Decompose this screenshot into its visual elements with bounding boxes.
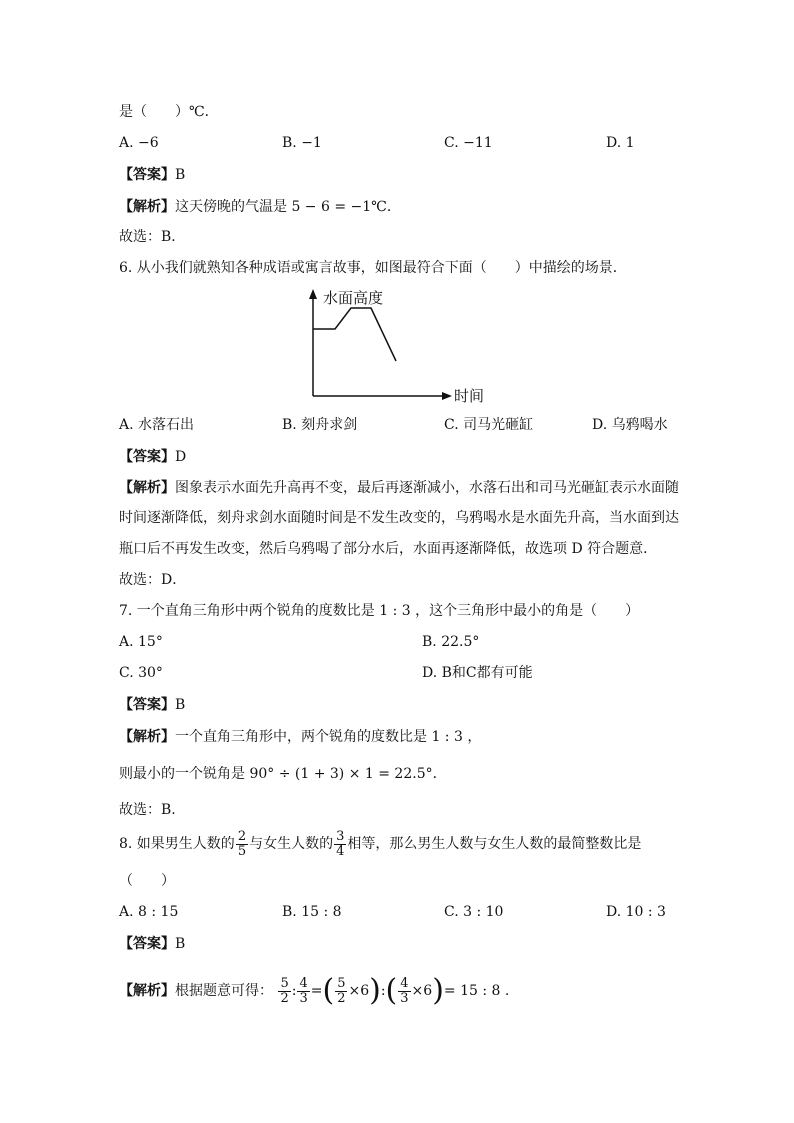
analysis-label: 【解析】 [119, 728, 175, 744]
q6-water-level-graph [295, 284, 495, 408]
y-axis-label: 水面高度 [323, 289, 384, 307]
q7-stem: 7. 一个直角三角形中两个锐角的度数比是 1 : 3 ，这个三角形中最小的角是（ ） [119, 603, 640, 619]
q6-option-c: C. 司马光砸缸 [444, 417, 534, 433]
q7-option-d: D. B和C都有可能 [422, 665, 533, 681]
q5-option-d: D. 1 [606, 135, 635, 151]
q8-analysis-line: 【解析】根据题意可得： $\frac{5}{2}$ : $\frac{4}{3}$ =( $\frac{5}{2}$ ×6):( $\frac{4}{3}$ ×6)= 15 : 8 . [119, 973, 510, 1008]
q5-option-a: A. −6 [119, 135, 159, 151]
q6-analysis-line-1 [119, 477, 679, 498]
q6-analysis-line-3: 瓶口后不再发生改变，然后乌鸦喝了部分水后，水面再逐渐降低，故选项 D 符合题意． [119, 541, 658, 557]
q8-answer: B [175, 936, 186, 952]
q6-answer-line [119, 446, 186, 467]
q6-option-d: D. 乌鸦喝水 [592, 417, 668, 433]
q6-answer: D [175, 449, 187, 465]
analysis-label: 【解析】 [119, 982, 175, 998]
q8-analysis-intro: 根据题意可得： [175, 983, 273, 999]
fraction-3-4: $\frac{3}{4}$ [336, 828, 345, 859]
q5-answer: B [175, 167, 186, 183]
analysis-label: 【解析】 [119, 479, 175, 495]
q7-analysis-1: 一个直角三角形中，两个锐角的度数比是 1 : 3 ， [175, 729, 482, 745]
q6-analysis-1: 图象表示水面先升高再不变，最后再逐渐减小，水落石出和司马光砸缸表示水面随 [175, 480, 679, 496]
answer-label: 【答案】 [119, 696, 175, 712]
fraction-4-3-b: $\frac{4}{3}$ [400, 975, 409, 1006]
water-level-line [313, 308, 396, 361]
q8-stem-d: （ ） [119, 873, 175, 889]
x-axis-arrow [442, 392, 452, 400]
q7-option-a: A. 15° [119, 634, 163, 650]
q8-stem-a: 8. 如果男生人数的 [119, 836, 235, 852]
times-six-2: ×6 [411, 983, 433, 999]
q8-stem-c: 相等，那么男生人数与女生人数的最简整数比是 [347, 836, 642, 852]
q5-option-c: C. −11 [444, 135, 493, 151]
q8-stem [119, 826, 641, 862]
q5-analysis-line [119, 196, 401, 217]
fraction-4-3: $\frac{4}{3}$ [299, 975, 308, 1006]
q7-conclusion: 故选：B. [119, 802, 176, 818]
q8-option-c: C. 3 : 10 [444, 904, 504, 920]
fraction-5-2: $\frac{5}{2}$ [280, 975, 289, 1006]
q8-stem-b: 与女生人数的 [249, 836, 334, 852]
q5-option-b: B. −1 [282, 135, 322, 151]
q6-option-a: A. 水落石出 [119, 417, 195, 433]
q8-result: = 15 : 8 . [443, 983, 510, 999]
answer-label: 【答案】 [119, 166, 175, 182]
y-axis-arrow [309, 289, 317, 299]
fraction-5-2-b: $\frac{5}{2}$ [337, 975, 346, 1006]
q8-answer-line [119, 933, 185, 954]
q7-analysis-line-2: 则最小的一个锐角是 90° ÷ (1 + 3) × 1 = 22.5°． [119, 766, 447, 782]
q7-answer: B [175, 697, 186, 713]
times-six-1: ×6 [348, 983, 370, 999]
fraction-2-5: $\frac{2}{5}$ [237, 828, 247, 859]
q8-option-b: B. 15 : 8 [282, 904, 342, 920]
q6-analysis-line-2: 时间逐渐降低，刻舟求剑水面随时间是不发生改变的，乌鸦喝水是水面先升高，当水面到达 [119, 510, 679, 526]
q6-option-b: B. 刻舟求剑 [282, 417, 358, 433]
answer-label: 【答案】 [119, 935, 175, 951]
q8-option-d: D. 10 : 3 [606, 904, 666, 920]
q5-analysis: 这天傍晚的气温是 5 − 6 = −1℃． [175, 199, 401, 215]
q6-conclusion: 故选：D． [119, 572, 187, 588]
q5-stem-tail: 是（ ）℃． [119, 104, 219, 120]
q5-conclusion: 故选：B． [119, 229, 186, 245]
q5-answer-line [119, 164, 185, 185]
q7-option-c: C. 30° [119, 665, 163, 681]
q7-answer-line [119, 694, 185, 715]
q8-option-a: A. 8 : 15 [119, 904, 179, 920]
q7-option-b: B. 22.5° [422, 634, 480, 650]
q7-analysis-line-1 [119, 726, 481, 747]
analysis-label: 【解析】 [119, 198, 175, 214]
answer-label: 【答案】 [119, 448, 175, 464]
q6-stem: 6. 从小我们就熟知各种成语或寓言故事，如图最符合下面（ ）中描绘的场景． [119, 260, 627, 276]
x-axis-label: 时间 [454, 387, 485, 405]
